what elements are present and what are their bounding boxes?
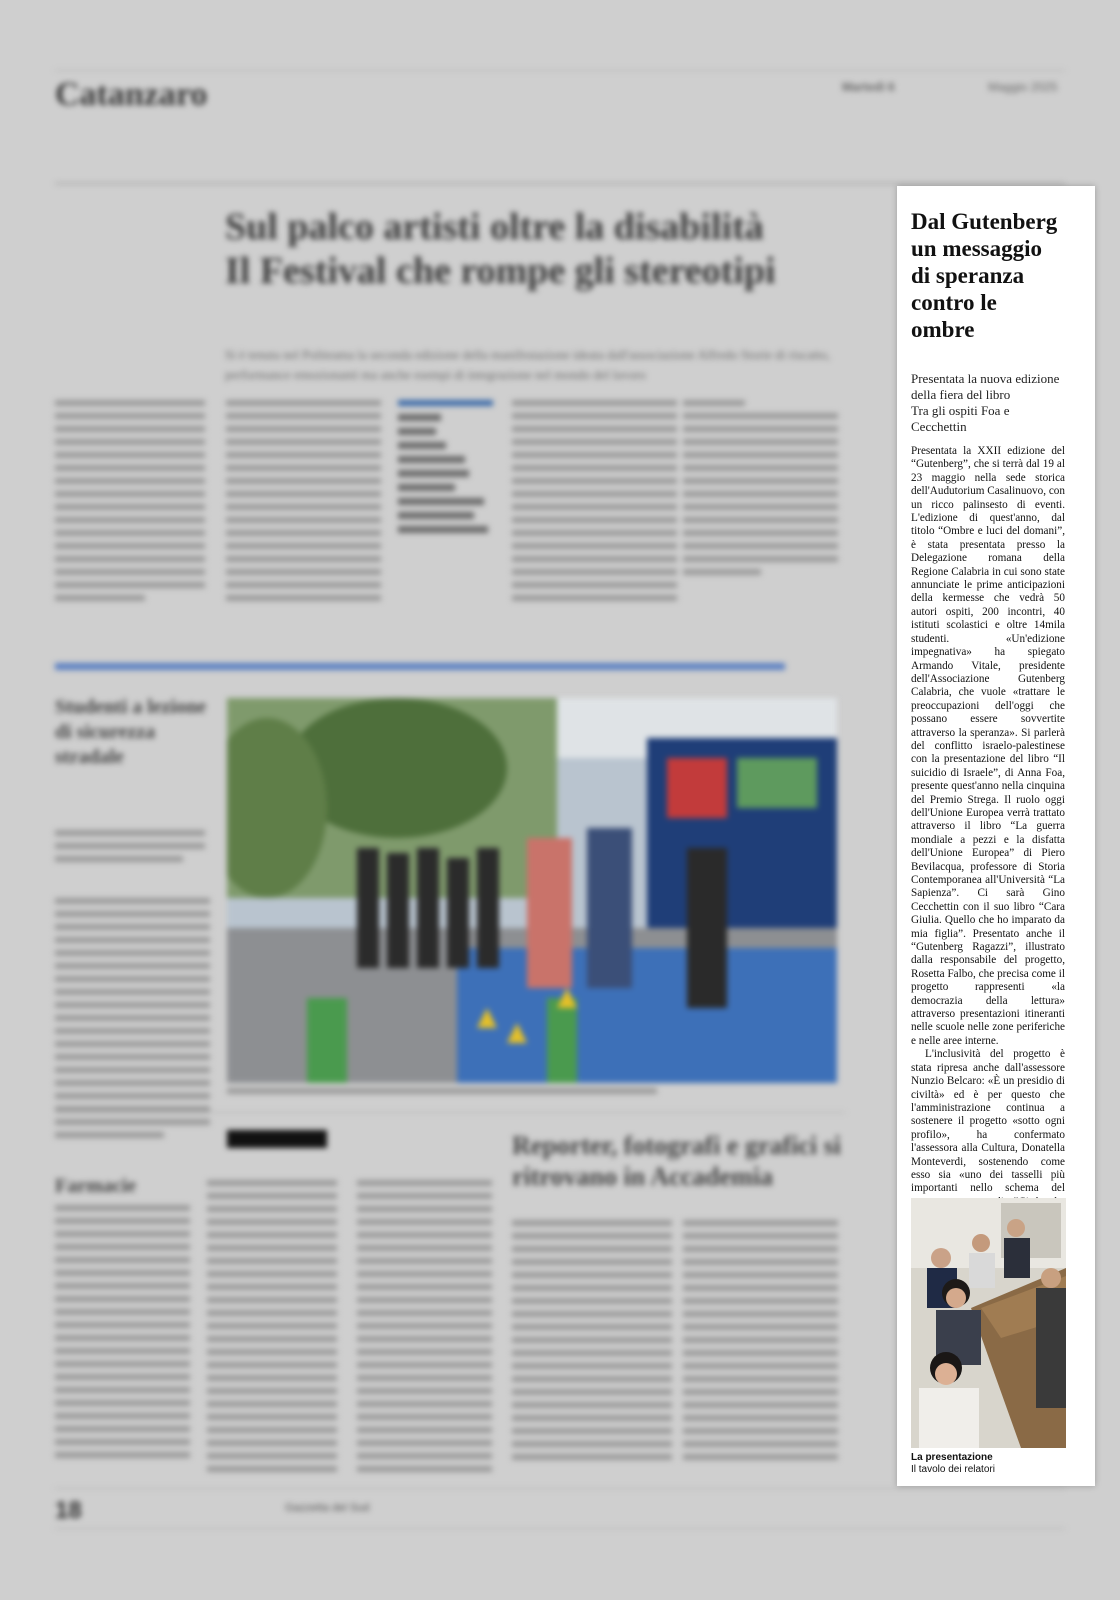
header-rule-top [55,70,1065,71]
side-paragraph-1: Presentata la XXII edizione del “Gutenberg”, che si terrà dal 19 al 23 maggio nella sede storica dell'Audutorium Casalinuovo, con un ricco palinsesto di eventi. L'edizione di quest'anno, dal titolo “Ombre e luci del domani”, è stata presentata presso la Delegazione romana della Regione Calabria in cui sono state annunciate le prime anticipazioni della kermesse che vedrà 50 autori ospiti, 200 incontri, 40 istituti scolastici e oltre 14mila studenti. «Un'edizione impegnativa» ha spiegato Armando Vitale, presidente dell'Associazione Gutenberg Calabria, che vuole «trattare le preoccupazioni dell'oggi che possano essere sovvertite attraverso la speranza». Si parlerà del conflitto israelo-palestinese con la presentazione del libro “Il suicidio di Israele”, di Anna Foa, presente quest'anno nella cinquina del Premio Strega. Il ruolo oggi dell'Unione Europea verrà trattato attraverso il libro “La guerra mondiale a pezzi e la disfatta dell'Unione Europea” di Piero Bevilacqua, professore di Storia Contemporanea all'Università “La Sapienza”. Ci sarà Gino Cecchettin con il suo libro “Cara Giulia. Quello che ho imparato da mia figlia”. Presentato anche il “Gutenberg Ragazzi”, illustrato dalla responsabile del progetto, Rosetta Falbo, che precisa come il progetto rappresenti «la democrazia della lettura» attraverso presentazioni itineranti nelle scuole nelle zone periferiche e nelle aree interne. [911,445,1065,1047]
pull-quote [398,400,493,540]
footer-rule-bottom [55,1528,1065,1529]
main-col-3 [512,400,677,608]
photo-caption-side [911,1452,1071,1476]
caption-band [55,655,845,677]
section-rule [55,1112,845,1113]
side-paragraph-2: L'inclusività del progetto è stata ripresa anche dall'assessore Nunzio Belcaro: «È un presidio di civiltà» ed è per questo che l'amministrazione continua a sostenere il progetto «sotto ogni profilo», ha confermato l'assessora alla Cultura, Donatella Monteverdi, sostenendo come esso sia «uno dei tasselli più importanti nello schema del [911,1048,1065,1195]
students-headline: Studenti a lezione di sicurezza stradale [55,696,207,768]
header-month: Maggio 2025 [988,80,1058,94]
pharmacies-list [55,1205,190,1465]
main-headline: Sul palco artisti oltre la disabilità Il Festival che rompe gli stereotipi [225,206,776,292]
agenda-tag [227,1130,327,1148]
page-number: 18 [55,1497,82,1524]
header-day: Martedì 6 [842,80,895,94]
main-col-1 [55,400,205,608]
agenda-col-2 [357,1180,492,1479]
side-headline: Dal Gutenberg un messaggio di speranza contro le ombre [911,209,1058,342]
main-col-2 [226,400,381,608]
students-standfirst [55,830,205,869]
caption-title: La presentazione [911,1452,993,1463]
main-col-4 [683,400,838,582]
agenda-col-1 [207,1180,337,1479]
photo-caption [227,1088,657,1101]
paper-name: Gazzetta del Sud [285,1502,370,1514]
presentation-photo [911,1198,1066,1448]
header-rule-bottom [55,183,1065,184]
side-subhead [911,371,1065,435]
section-name: Catanzaro [55,76,208,113]
students-photo [227,698,837,1083]
main-standfirst: Si è tenuta nel Politeama la seconda edizione della manifestazione ideata dall'associazione Alfredo Storie di riscatto, performance emozionanti ma anche esempi di integrazione nel mondo del lavoro [225,347,831,382]
reporter-col-2 [683,1220,838,1467]
caption-text: Il tavolo dei relatori [911,1464,995,1475]
side-subhead-2: Tra gli ospiti Foa e Cecchettin [911,403,1010,434]
side-subhead-1: Presentata la nuova edizione della fiera del libro [911,371,1060,402]
side-article [897,186,1095,1486]
students-body [55,898,210,1145]
footer-rule-top [55,1488,1065,1489]
pharmacies-heading: Farmacie [55,1175,137,1197]
reporter-col-1 [512,1220,672,1467]
side-body [911,445,1065,1223]
reporter-headline: Reporter, fotografi e grafici si ritrovano in Accademia [512,1131,841,1191]
